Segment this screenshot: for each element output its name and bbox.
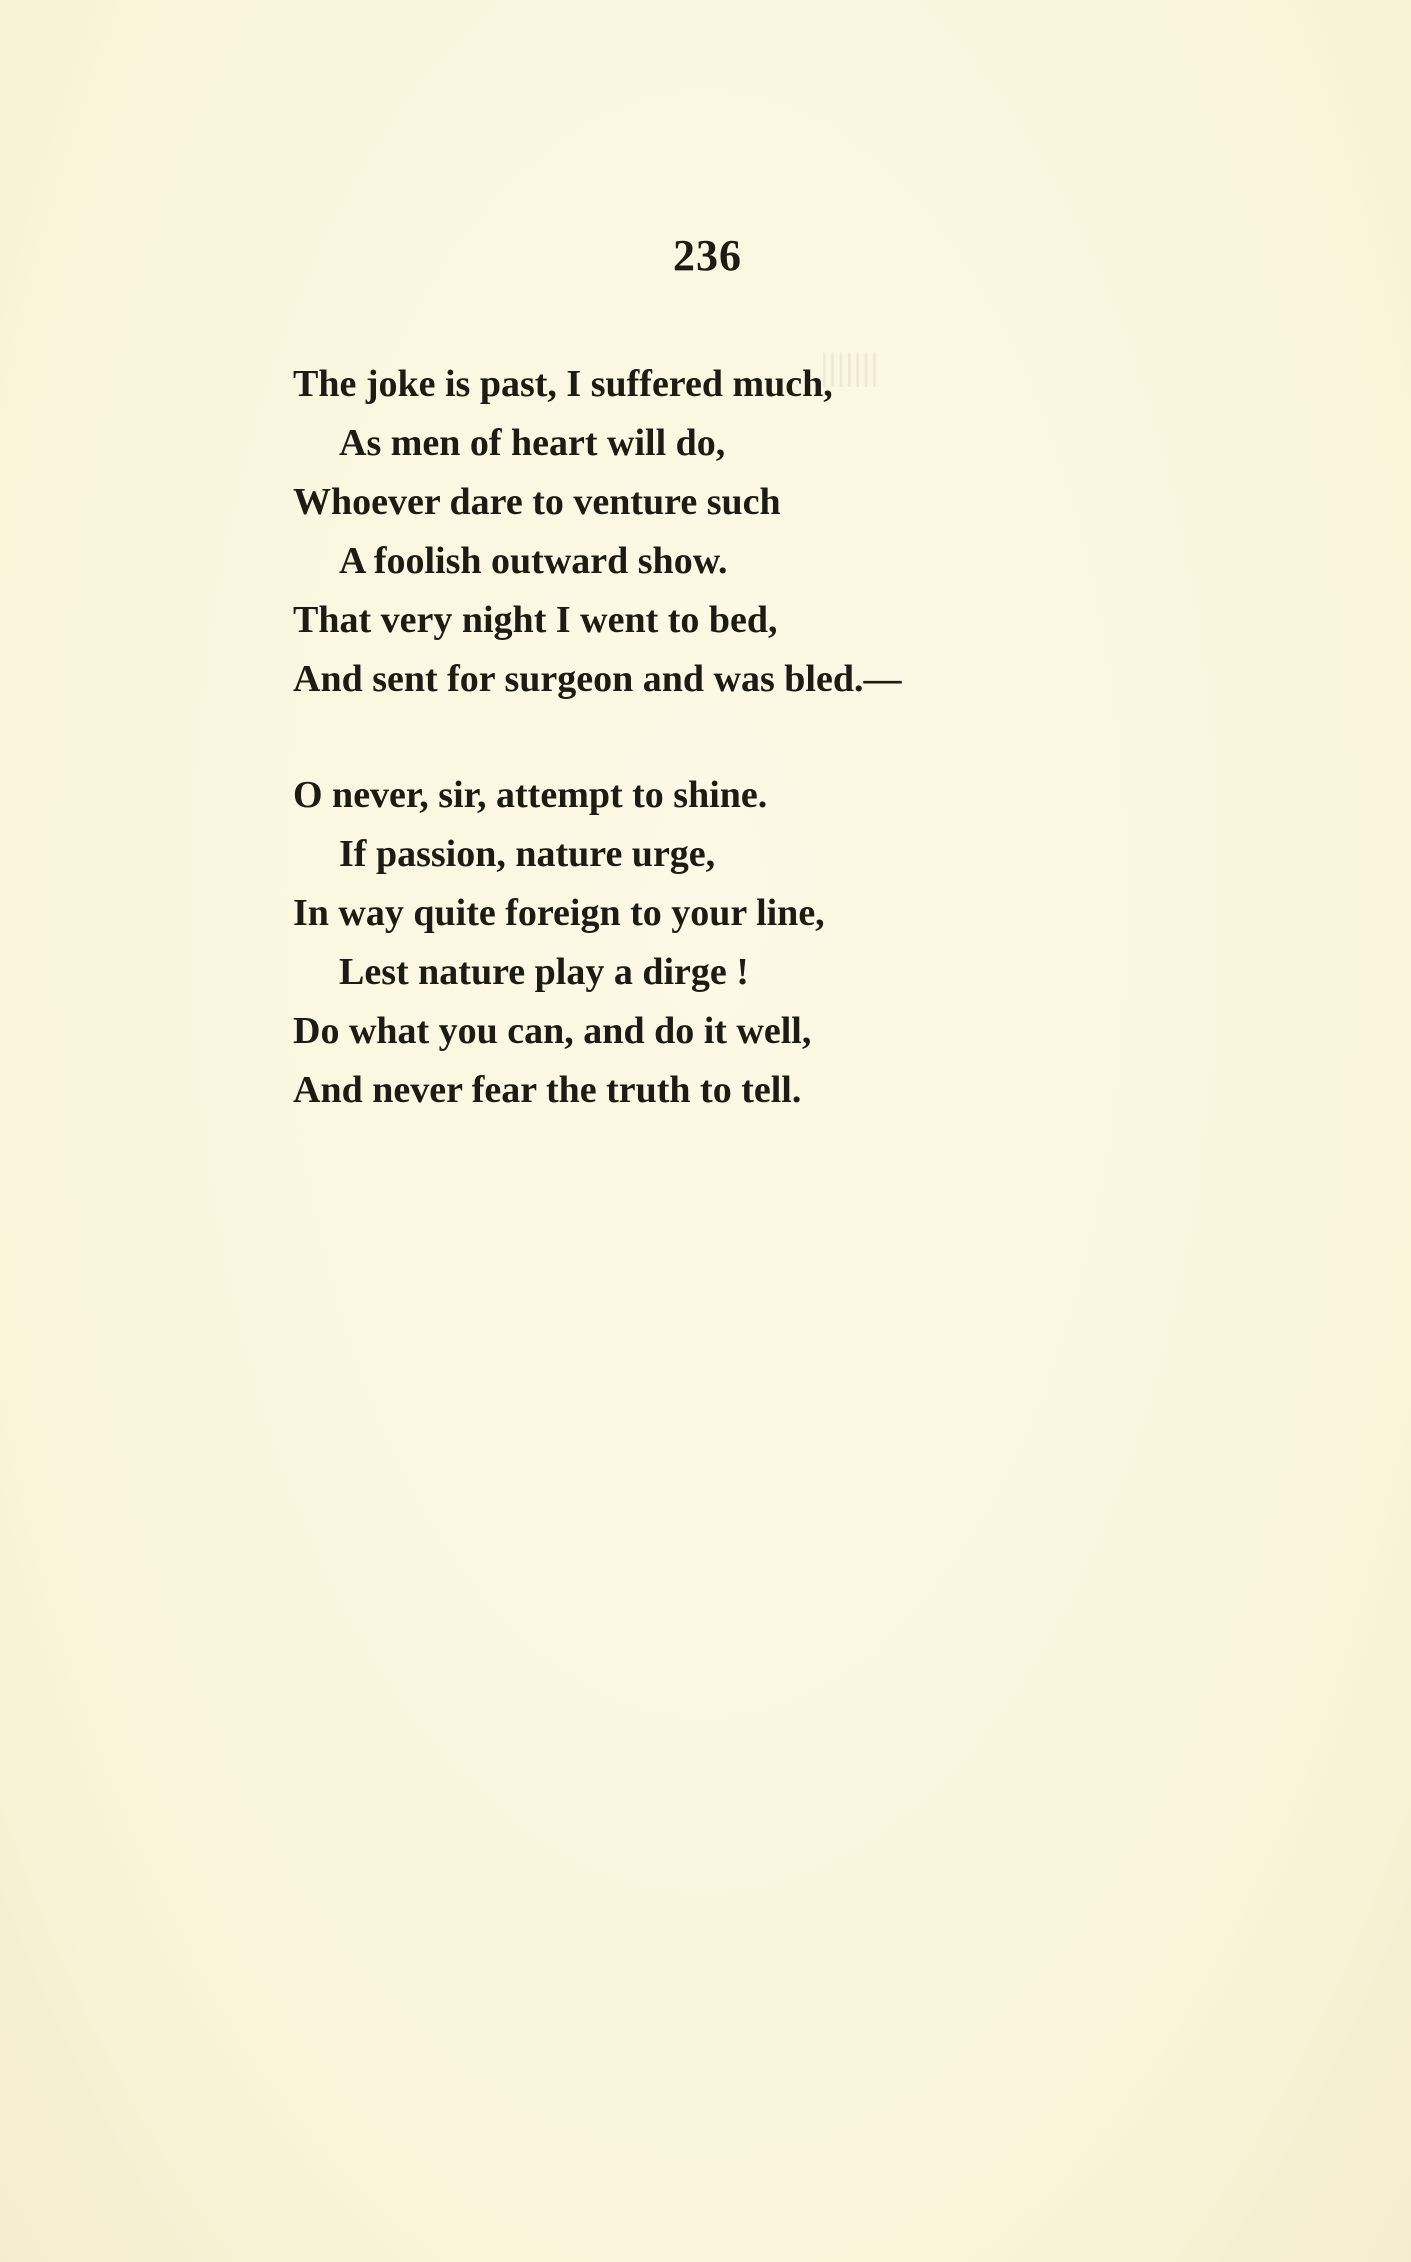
stanza-1 (293, 355, 901, 709)
poem-line: O never, sir, attempt to shine. (293, 774, 768, 816)
poem-line: Do what you can, and do it well, (293, 1010, 812, 1052)
poem-line: And never fear the truth to tell. (293, 1069, 802, 1111)
poem-line: A foolish outward show. (339, 540, 728, 582)
show-through-bleed: ||||||| (820, 346, 879, 388)
page-number: 236 (673, 231, 742, 280)
poem-line: And sent for surgeon and was bled.— (293, 658, 902, 700)
poem-line: If passion, nature urge, (339, 833, 716, 875)
poem-line: Lest nature play a dirge ! (339, 951, 749, 993)
stanza-2 (293, 766, 825, 1120)
poem-line: As men of heart will do, (339, 422, 726, 464)
poem-line: That very night I went to bed, (293, 599, 778, 641)
poem-line: In way quite foreign to your line, (293, 892, 825, 934)
poem-line: The joke is past, I suffered much, (293, 363, 833, 405)
poem-line: Whoever dare to venture such (293, 481, 781, 523)
